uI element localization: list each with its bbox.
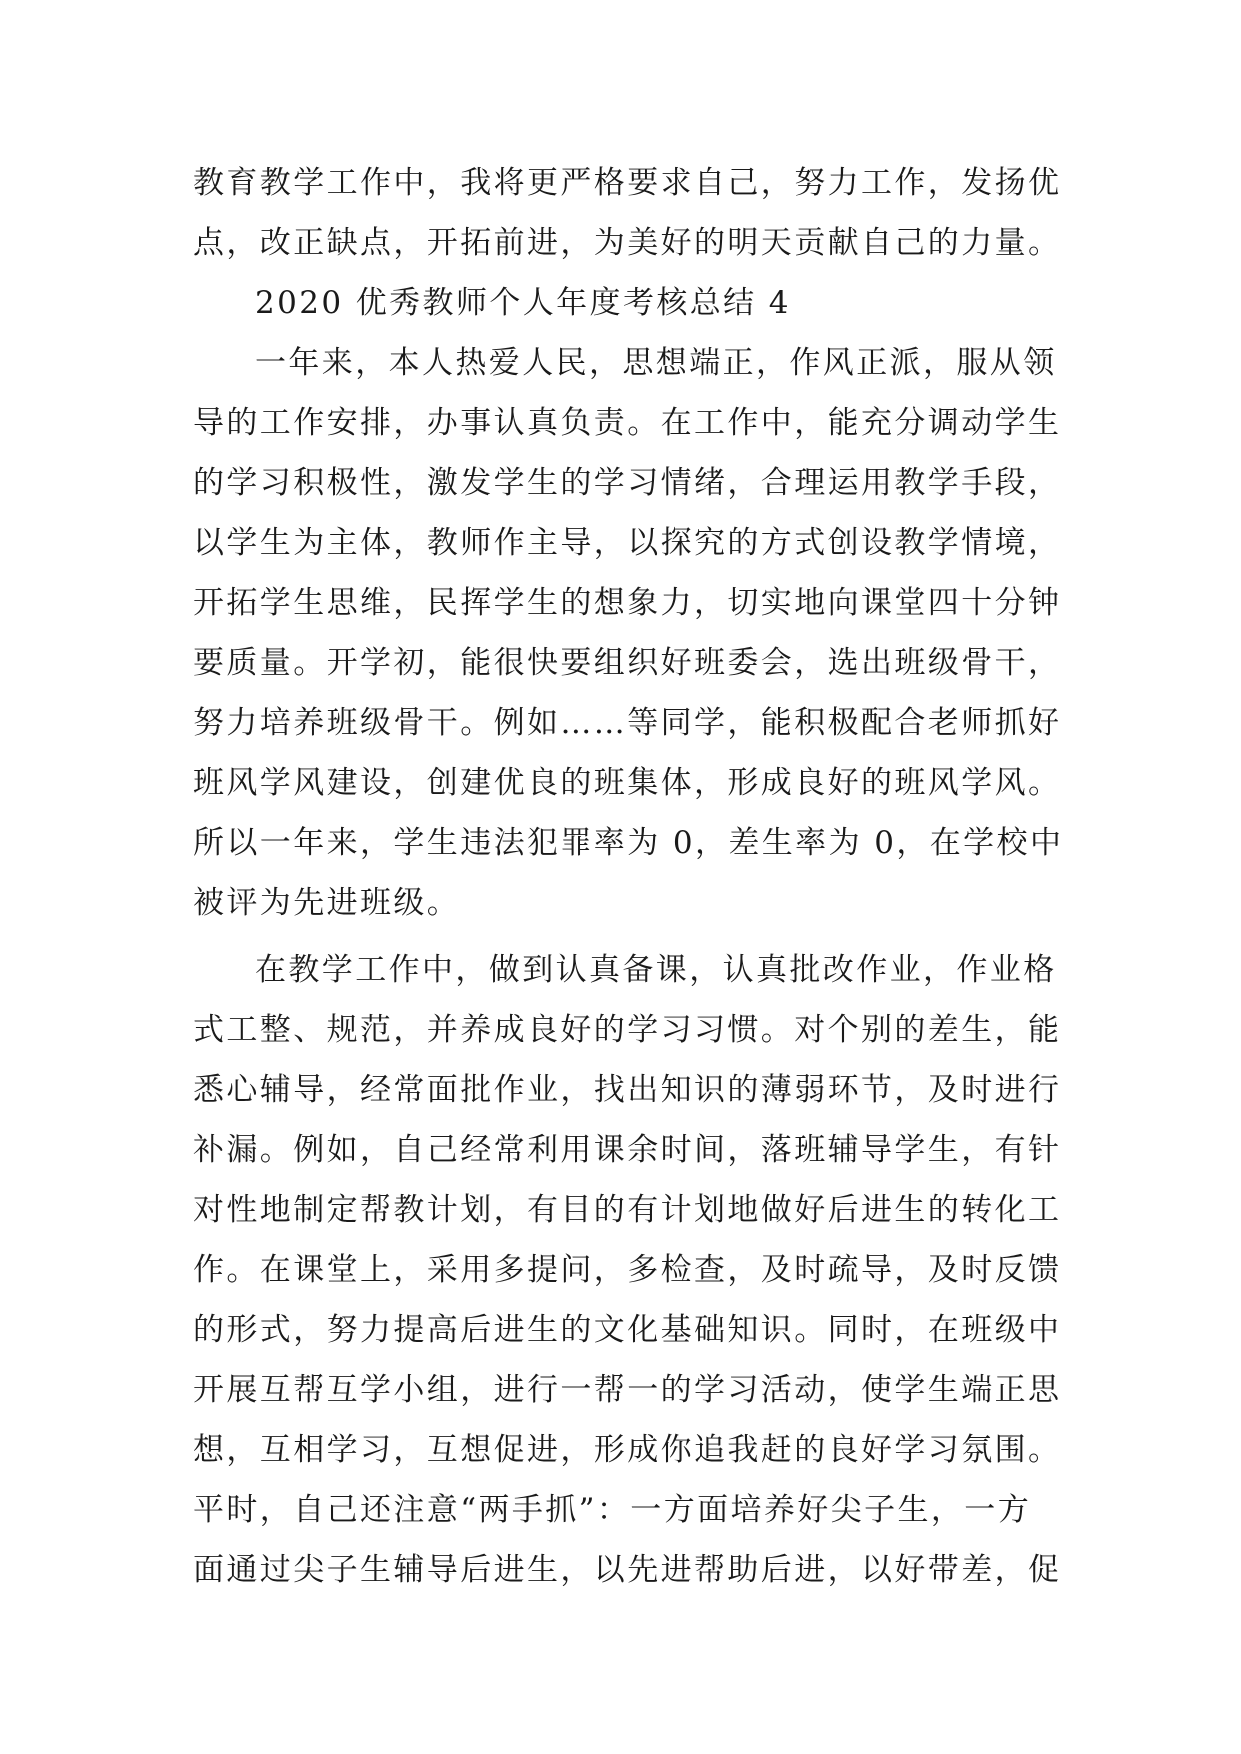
text-line: 作。在课堂上，采用多提问，多检查，及时疏导，及时反馈 bbox=[193, 1252, 1062, 1288]
text-line: 开拓学生思维，民挥学生的想象力，切实地向课堂四十分钟 bbox=[193, 585, 1062, 621]
text-line: 在教学工作中，做到认真备课，认真批改作业，作业格 bbox=[255, 952, 1057, 988]
text-line: 悉心辅导，经常面批作业，找出知识的薄弱环节，及时进行 bbox=[193, 1072, 1062, 1108]
text-line: 所以一年来，学生违法犯罪率为 0，差生率为 0，在学校中 bbox=[193, 825, 1064, 861]
text-line: 努力培养班级骨干。例如……等同学，能积极配合老师抓好 bbox=[193, 705, 1062, 741]
text-line: 以学生为主体，教师作主导，以探究的方式创设教学情境， bbox=[193, 525, 1062, 561]
text-line: 要质量。开学初，能很快要组织好班委会，选出班级骨干， bbox=[193, 645, 1062, 681]
text-line: 的形式，努力提高后进生的文化基础知识。同时，在班级中 bbox=[193, 1312, 1062, 1348]
text-line: 教育教学工作中，我将更严格要求自己，努力工作，发扬优 bbox=[193, 165, 1062, 201]
text-line: 点，改正缺点，开拓前进，为美好的明天贡献自己的力量。 bbox=[193, 225, 1062, 261]
text-line: 平时，自己还注意“两手抓”：一方面培养好尖子生，一方 bbox=[193, 1492, 1032, 1528]
text-line: 对性地制定帮教计划，有目的有计划地做好后进生的转化工 bbox=[193, 1192, 1062, 1228]
text-line: 被评为先进班级。 bbox=[193, 885, 461, 921]
text-line: 面通过尖子生辅导后进生，以先进帮助后进，以好带差，促 bbox=[193, 1552, 1062, 1588]
text-line: 一年来，本人热爱人民，思想端正，作风正派，服从领 bbox=[255, 345, 1057, 381]
text-line: 开展互帮互学小组，进行一帮一的学习活动，使学生端正思 bbox=[193, 1372, 1062, 1408]
text-line: 式工整、规范，并养成良好的学习习惯。对个别的差生，能 bbox=[193, 1012, 1062, 1048]
text-line: 班风学风建设，创建优良的班集体，形成良好的班风学风。 bbox=[193, 765, 1062, 801]
section-heading: 2020 优秀教师个人年度考核总结 4 bbox=[255, 285, 791, 321]
text-line: 想，互相学习，互想促进，形成你追我赶的良好学习氛围。 bbox=[193, 1432, 1062, 1468]
text-line: 导的工作安排，办事认真负责。在工作中，能充分调动学生 bbox=[193, 405, 1062, 441]
text-line: 的学习积极性，激发学生的学习情绪，合理运用教学手段， bbox=[193, 465, 1062, 501]
text-line: 补漏。例如，自己经常利用课余时间，落班辅导学生，有针 bbox=[193, 1132, 1062, 1168]
